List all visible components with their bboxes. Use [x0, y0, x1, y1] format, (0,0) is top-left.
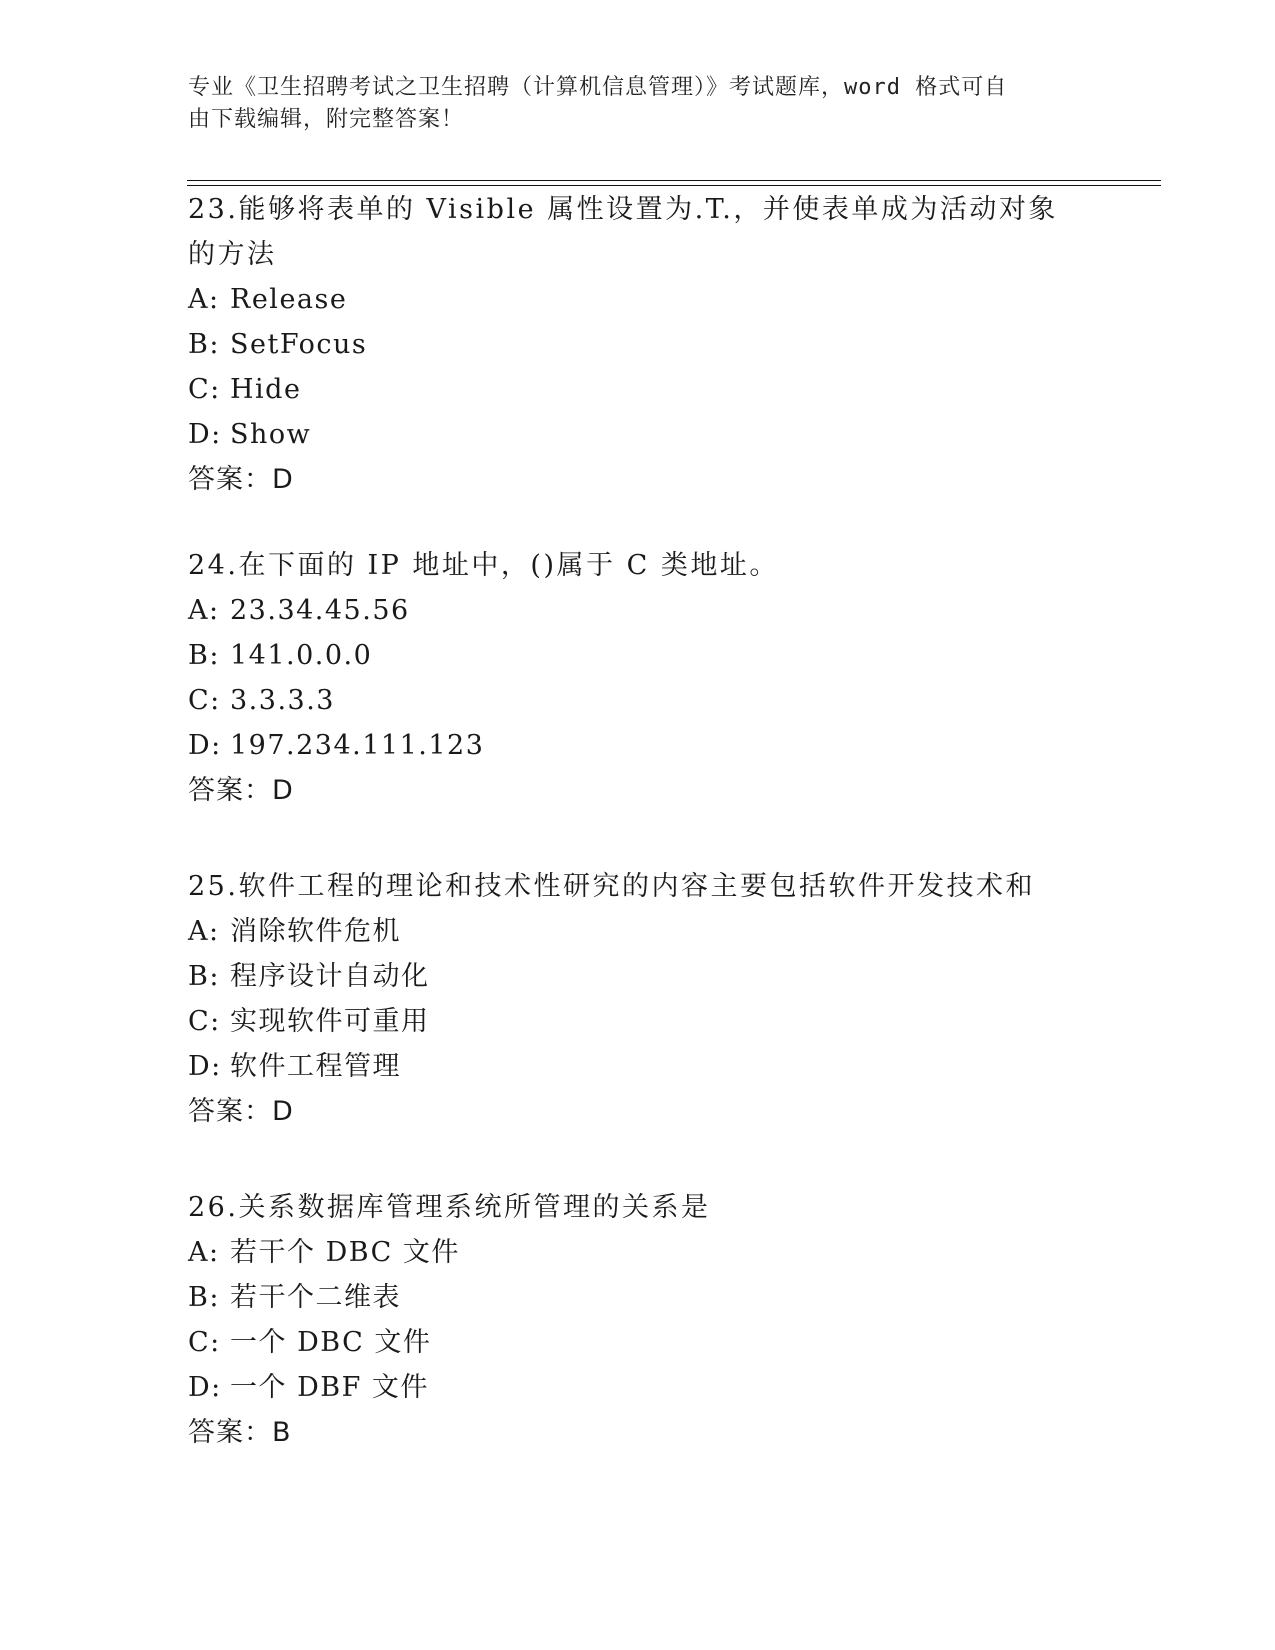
- option-text: SetFocus: [230, 329, 368, 360]
- answer: 答案：D: [188, 1096, 294, 1127]
- question-24: [188, 543, 1068, 813]
- option-letter: C:: [188, 685, 221, 716]
- option-letter: A:: [188, 284, 220, 315]
- option-letter: B:: [188, 329, 220, 360]
- question-25: [188, 864, 1068, 1134]
- option-letter: D:: [188, 419, 222, 450]
- answer: 答案：D: [188, 775, 294, 806]
- option-b: [188, 954, 1068, 999]
- answer: 答案：B: [188, 1417, 292, 1448]
- option-c: [188, 678, 1068, 723]
- option-letter: C:: [188, 1006, 221, 1037]
- answer: 答案：D: [188, 464, 294, 495]
- option-d: [188, 723, 1068, 768]
- option-d: [188, 412, 1068, 457]
- option-b: [188, 322, 1068, 367]
- option-text: 一个 DBC 文件: [230, 1327, 432, 1358]
- option-text: 一个 DBF 文件: [230, 1372, 429, 1403]
- option-text: 197.234.111.123: [230, 730, 485, 761]
- option-letter: D:: [188, 1051, 222, 1082]
- option-b: [188, 633, 1068, 678]
- option-a: [188, 1230, 1068, 1275]
- header-line-1: 专业《卫生招聘考试之卫生招聘（计算机信息管理）》考试题库，word 格式可自: [188, 75, 1008, 100]
- option-letter: B:: [188, 1282, 220, 1313]
- option-c: [188, 1320, 1068, 1365]
- option-letter: B:: [188, 640, 220, 671]
- option-text: 23.34.45.56: [230, 595, 410, 626]
- option-c: [188, 367, 1068, 412]
- option-text: 实现软件可重用: [230, 1006, 430, 1037]
- option-text: Hide: [230, 374, 302, 405]
- option-letter: C:: [188, 374, 221, 405]
- option-letter: A:: [188, 595, 220, 626]
- question-stem: 25.软件工程的理论和技术性研究的内容主要包括软件开发技术和: [188, 871, 1035, 902]
- option-b: [188, 1275, 1068, 1320]
- option-a: [188, 909, 1068, 954]
- option-text: 3.3.3.3: [230, 685, 335, 716]
- option-text: 程序设计自动化: [230, 961, 430, 992]
- option-letter: D:: [188, 730, 222, 761]
- question-26: [188, 1185, 1068, 1455]
- option-letter: B:: [188, 961, 220, 992]
- option-text: 141.0.0.0: [230, 640, 373, 671]
- option-letter: A:: [188, 916, 220, 947]
- question-stem: 23.能够将表单的 Visible 属性设置为.T.，并使表单成为活动对象的方法: [188, 194, 1058, 270]
- option-text: 若干个 DBC 文件: [230, 1237, 460, 1268]
- header-divider-bottom: [187, 185, 1161, 186]
- option-d: [188, 1365, 1068, 1410]
- option-c: [188, 999, 1068, 1044]
- header-divider-top: [187, 180, 1161, 181]
- option-letter: C:: [188, 1327, 221, 1358]
- option-letter: D:: [188, 1372, 222, 1403]
- option-text: 消除软件危机: [230, 916, 401, 947]
- header-line-2: 由下载编辑，附完整答案！: [188, 107, 465, 132]
- option-a: [188, 277, 1068, 322]
- option-text: 若干个二维表: [230, 1282, 401, 1313]
- question-stem: 26.关系数据库管理系统所管理的关系是: [188, 1192, 711, 1223]
- question-stem: 24.在下面的 IP 地址中，()属于 C 类地址。: [188, 550, 779, 581]
- document-header: [188, 72, 1068, 136]
- option-text: Show: [230, 419, 312, 450]
- option-a: [188, 588, 1068, 633]
- option-letter: A:: [188, 1237, 220, 1268]
- option-d: [188, 1044, 1068, 1089]
- option-text: Release: [230, 284, 348, 315]
- option-text: 软件工程管理: [230, 1051, 401, 1082]
- question-23: [188, 187, 1068, 502]
